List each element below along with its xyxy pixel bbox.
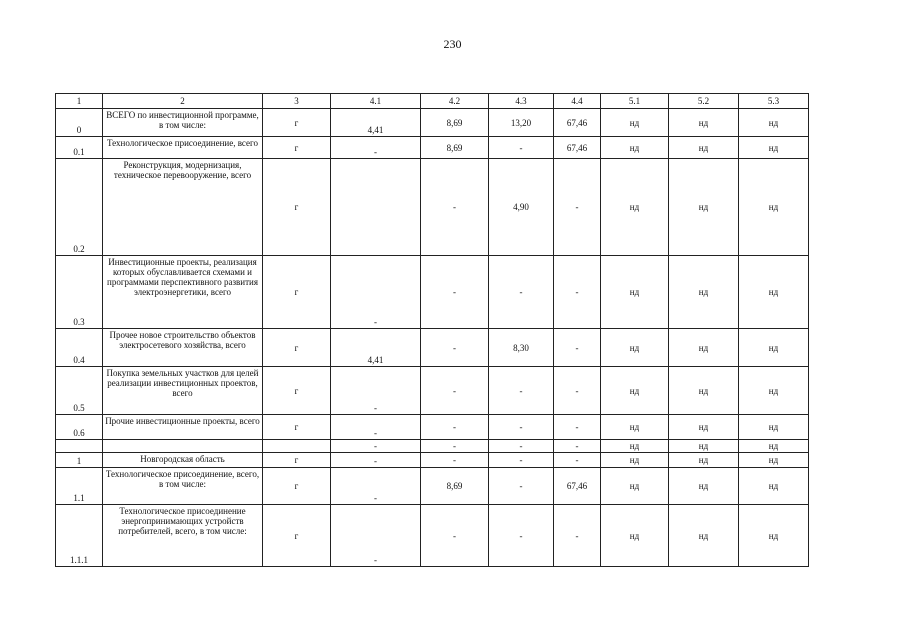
row-unit: г [263,159,331,256]
row-value-5-2: нд [669,415,739,440]
row-value-5-1: нд [601,440,669,453]
row-value-4-2: - [421,453,489,468]
row-name: Технологическое присоединение энергопринимающих устройств потребителей, всего, в том числе: [103,505,263,567]
row-value-4-3: 13,20 [489,109,554,137]
row-value-4-3: - [489,440,554,453]
row-value-5-3: нд [739,329,809,367]
row-value-5-2: нд [669,440,739,453]
row-value-5-2: нд [669,109,739,137]
row-value-4-4: - [554,159,601,256]
table-row [56,468,809,505]
row-value-4-3: 8,30 [489,329,554,367]
row-unit: г [263,109,331,137]
row-value-4-3: - [489,415,554,440]
row-value-5-1: нд [601,159,669,256]
row-code: 0.6 [56,415,103,440]
row-value-4-2: - [421,505,489,567]
row-value-4-2: - [421,159,489,256]
row-value-5-3: нд [739,137,809,159]
row-value-5-2: нд [669,159,739,256]
row-unit: г [263,137,331,159]
row-value-4-2: - [421,415,489,440]
column-header: 5.1 [601,94,669,109]
table-row [56,440,809,453]
table-row [56,505,809,567]
row-value-5-1: нд [601,468,669,505]
row-unit [263,440,331,453]
row-value-5-1: нд [601,109,669,137]
row-value-5-2: нд [669,329,739,367]
row-value-4-2: - [421,367,489,415]
column-header: 1 [56,94,103,109]
row-value-4-1: - [331,137,421,159]
row-code: 1 [56,453,103,468]
row-value-4-1 [331,159,421,256]
table-row [56,256,809,329]
row-value-5-1: нд [601,137,669,159]
column-header: 5.3 [739,94,809,109]
row-value-5-3: нд [739,367,809,415]
row-value-4-4: - [554,415,601,440]
row-value-4-4: - [554,440,601,453]
row-unit: г [263,505,331,567]
row-value-5-2: нд [669,137,739,159]
row-value-4-2: 8,69 [421,468,489,505]
row-unit: г [263,329,331,367]
row-value-4-4: - [554,505,601,567]
row-value-4-1: - [331,415,421,440]
row-value-5-2: нд [669,468,739,505]
row-value-4-3: - [489,468,554,505]
column-header: 3 [263,94,331,109]
row-value-4-4: 67,46 [554,137,601,159]
row-name: Технологическое присоединение, всего, в том числе: [103,468,263,505]
row-value-5-3: нд [739,440,809,453]
row-value-5-1: нд [601,329,669,367]
row-value-5-1: нд [601,256,669,329]
row-value-4-4: - [554,329,601,367]
row-value-5-3: нд [739,109,809,137]
row-value-4-1: - [331,367,421,415]
row-value-4-1: - [331,256,421,329]
row-value-4-2: - [421,256,489,329]
column-header: 5.2 [669,94,739,109]
row-unit: г [263,256,331,329]
row-value-5-3: нд [739,468,809,505]
column-number-row [56,94,809,109]
table-row [56,109,809,137]
row-value-4-3: 4,90 [489,159,554,256]
row-value-4-1: 4,41 [331,329,421,367]
row-value-5-3: нд [739,256,809,329]
row-value-4-3: - [489,256,554,329]
row-value-5-2: нд [669,367,739,415]
row-value-5-1: нд [601,505,669,567]
row-code: 1.1.1 [56,505,103,567]
row-name [103,440,263,453]
row-code: 0.2 [56,159,103,256]
row-value-4-4: - [554,256,601,329]
row-value-4-3: - [489,453,554,468]
row-code: 1.1 [56,468,103,505]
row-value-4-1: - [331,505,421,567]
row-name: Новгородская область [103,453,263,468]
column-header: 4.2 [421,94,489,109]
row-name: Реконструкция, модернизация, техническое перевооружение, всего [103,159,263,256]
column-header: 2 [103,94,263,109]
row-code: 0.1 [56,137,103,159]
row-value-5-3: нд [739,505,809,567]
row-name: Прочее новое строительство объектов электросетевого хозяйства, всего [103,329,263,367]
row-value-5-1: нд [601,415,669,440]
row-code: 0 [56,109,103,137]
row-code: 0.5 [56,367,103,415]
table-row [56,415,809,440]
row-value-4-4: 67,46 [554,468,601,505]
row-code: 0.4 [56,329,103,367]
table-row [56,159,809,256]
row-name: Прочие инвестиционные проекты, всего [103,415,263,440]
row-name: Инвестиционные проекты, реализация которых обуславливается схемами и программами перспективного развития электроэнергетики, всего [103,256,263,329]
row-value-4-1: - [331,468,421,505]
row-value-5-3: нд [739,159,809,256]
row-value-4-2: 8,69 [421,109,489,137]
row-value-4-1: - [331,453,421,468]
row-value-4-1: 4,41 [331,109,421,137]
row-value-4-2: 8,69 [421,137,489,159]
row-value-4-2: - [421,440,489,453]
row-value-4-3: - [489,137,554,159]
table-row [56,367,809,415]
page-number: 230 [443,37,462,51]
column-header: 4.3 [489,94,554,109]
row-name: ВСЕГО по инвестиционной программе, в том числе: [103,109,263,137]
row-value-5-2: нд [669,256,739,329]
investment-program-table [55,93,809,567]
row-value-4-4: 67,46 [554,109,601,137]
row-value-5-3: нд [739,453,809,468]
row-name: Технологическое присоединение, всего [103,137,263,159]
row-value-4-2: - [421,329,489,367]
row-name: Покупка земельных участков для целей реализации инвестиционных проектов, всего [103,367,263,415]
row-value-5-1: нд [601,367,669,415]
table-row [56,453,809,468]
column-header: 4.1 [331,94,421,109]
row-value-4-4: - [554,367,601,415]
row-unit: г [263,453,331,468]
row-value-5-2: нд [669,505,739,567]
table-row [56,137,809,159]
row-value-4-3: - [489,505,554,567]
row-code: 0.3 [56,256,103,329]
row-code [56,440,103,453]
row-unit: г [263,468,331,505]
row-value-4-3: - [489,367,554,415]
row-value-5-2: нд [669,453,739,468]
row-value-4-1: - [331,440,421,453]
row-unit: г [263,367,331,415]
column-header: 4.4 [554,94,601,109]
row-value-5-3: нд [739,415,809,440]
row-value-4-4: - [554,453,601,468]
table-row [56,329,809,367]
row-value-5-1: нд [601,453,669,468]
row-unit: г [263,415,331,440]
